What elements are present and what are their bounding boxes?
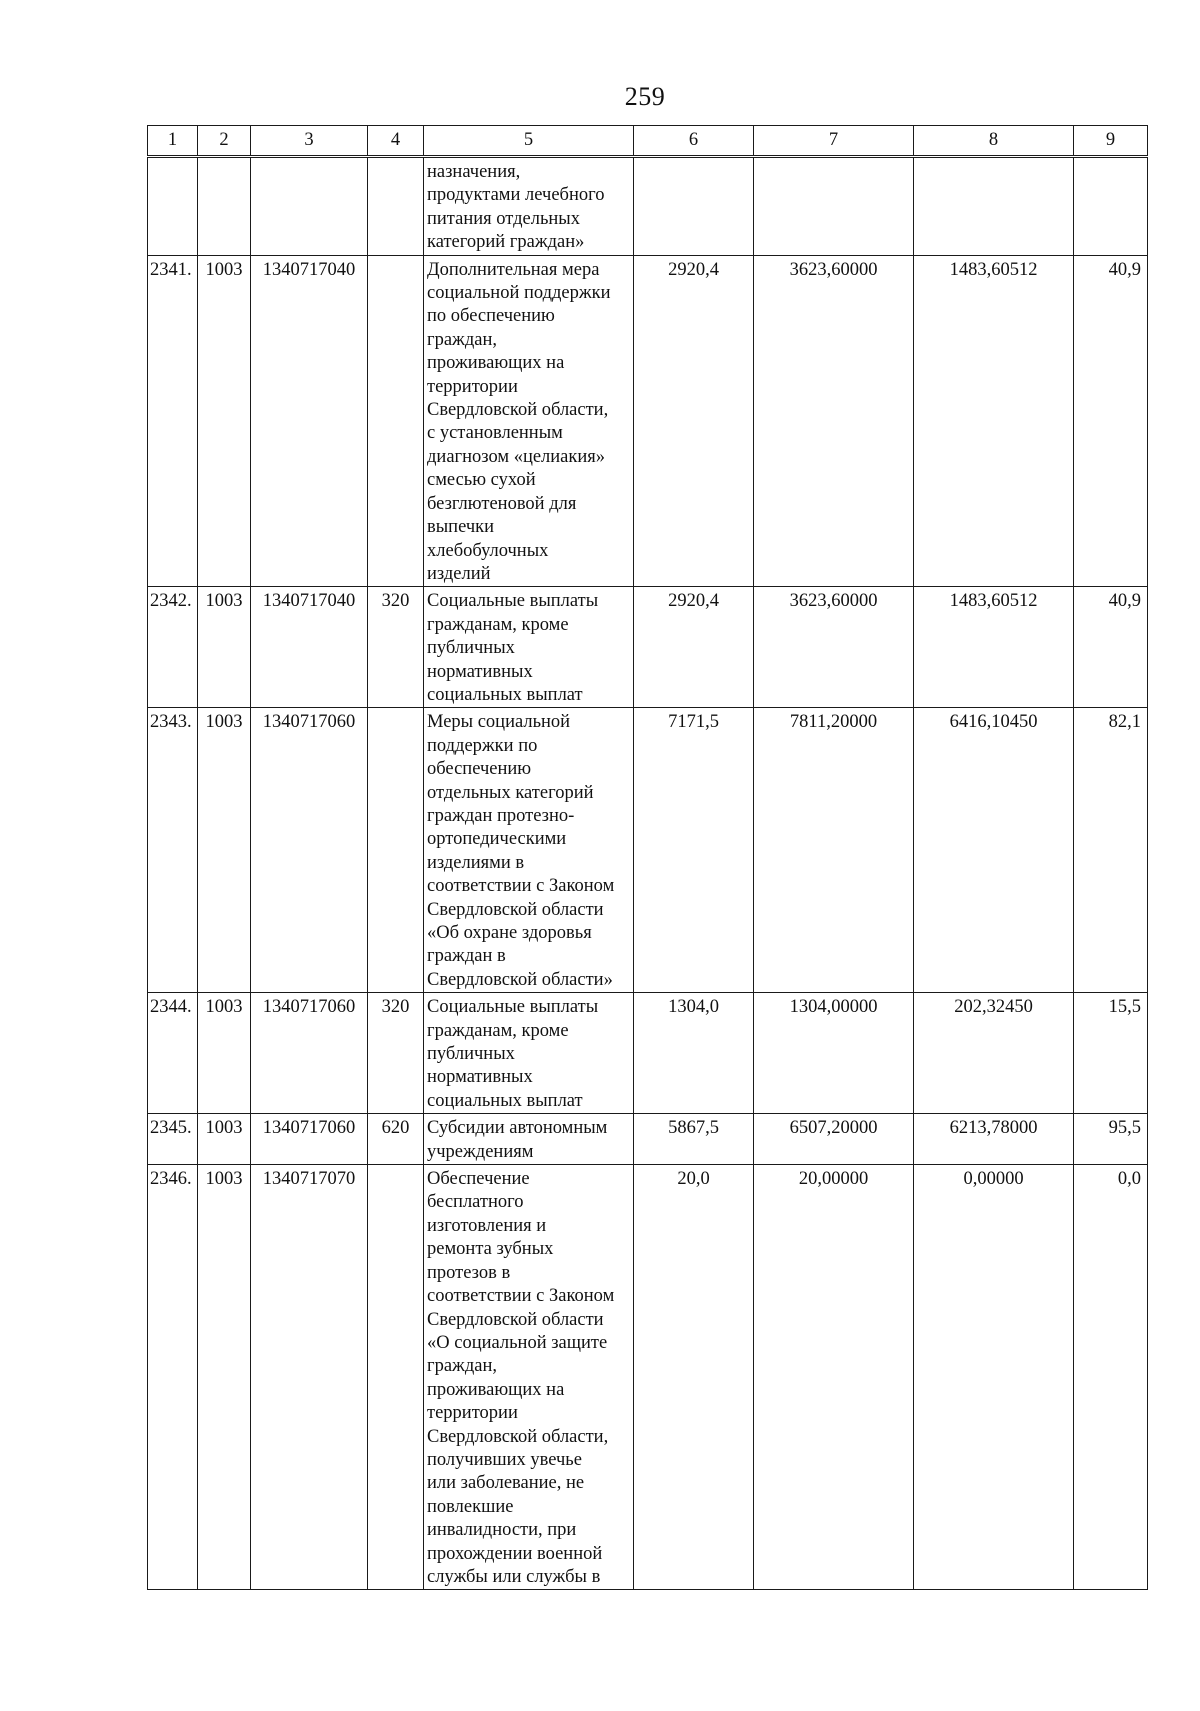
item-name-line: граждан, xyxy=(427,1356,497,1377)
planned-amount: 5867,5 xyxy=(634,1114,754,1165)
item-name-line: изготовления и xyxy=(427,1215,547,1236)
item-name-line: поддержки по xyxy=(427,735,538,756)
expense-type-code: 320 xyxy=(368,587,424,708)
target-article-code: 1340717060 xyxy=(251,1114,368,1165)
item-name-line: изделиями в xyxy=(427,852,525,873)
execution-percent: 0,0 xyxy=(1074,1165,1148,1590)
item-name xyxy=(424,587,634,708)
item-name-line: безглютеновой для xyxy=(427,493,577,514)
item-name-line: социальных выплат xyxy=(427,684,583,705)
item-name-line: Обеспечение xyxy=(427,1169,530,1190)
item-name xyxy=(424,993,634,1114)
planned-amount: 7171,5 xyxy=(634,708,754,993)
item-name-line: Социальные выплаты xyxy=(427,591,599,612)
item-name-line: ремонта зубных xyxy=(427,1239,554,1260)
item-name-line: гражданам, кроме xyxy=(427,614,569,635)
item-name-line: соответствии с Законом xyxy=(427,1286,615,1307)
table-row xyxy=(148,993,1148,1114)
item-name xyxy=(424,708,634,993)
planned-amount: 20,0 xyxy=(634,1165,754,1590)
item-name-line: ортопедическими xyxy=(427,829,567,850)
execution-percent: 40,9 xyxy=(1074,587,1148,708)
budget-table xyxy=(147,125,1148,1590)
executed-amount: 0,00000 xyxy=(914,1165,1074,1590)
planned-amount xyxy=(634,157,754,256)
approved-amount: 7811,20000 xyxy=(754,708,914,993)
item-name-line: или заболевание, не xyxy=(427,1473,585,1494)
row-number: 2343. xyxy=(148,708,198,993)
planned-amount: 2920,4 xyxy=(634,255,754,587)
section-code: 1003 xyxy=(198,1165,251,1590)
execution-percent: 82,1 xyxy=(1074,708,1148,993)
item-name-line: нормативных xyxy=(427,1067,533,1088)
item-name-line: протезов в xyxy=(427,1262,511,1283)
section-code: 1003 xyxy=(198,708,251,993)
planned-amount: 2920,4 xyxy=(634,587,754,708)
item-name-line: соответствии с Законом xyxy=(427,876,615,897)
item-name-line: хлебобулочных xyxy=(427,540,549,561)
page-number: 259 xyxy=(624,82,666,111)
execution-percent: 40,9 xyxy=(1074,255,1148,587)
item-name-line: смесью сухой xyxy=(427,470,536,491)
table-row xyxy=(148,708,1148,993)
section-code: 1003 xyxy=(198,1114,251,1165)
item-name-line: Субсидии автономным xyxy=(427,1118,608,1139)
executed-amount: 202,32450 xyxy=(914,993,1074,1114)
row-number: 2341. xyxy=(148,255,198,587)
expense-type-code xyxy=(368,157,424,256)
approved-amount: 1304,00000 xyxy=(754,993,914,1114)
approved-amount xyxy=(754,157,914,256)
executed-amount: 6416,10450 xyxy=(914,708,1074,993)
item-name-line: публичных xyxy=(427,1044,515,1065)
item-name-line: Дополнительная мера xyxy=(427,259,600,280)
approved-amount: 6507,20000 xyxy=(754,1114,914,1165)
item-name-line: назначения, xyxy=(427,162,521,182)
expense-type-code: 320 xyxy=(368,993,424,1114)
column-header: 3 xyxy=(251,126,368,157)
item-name xyxy=(424,157,634,256)
item-name-line: службы или службы в xyxy=(427,1566,601,1587)
item-name-line: проживающих на xyxy=(427,353,565,374)
item-name-line: социальных выплат xyxy=(427,1090,583,1111)
item-name-line: граждан протезно- xyxy=(427,805,575,826)
section-code: 1003 xyxy=(198,587,251,708)
column-header: 9 xyxy=(1074,126,1148,157)
item-name-line: территории xyxy=(427,1403,518,1424)
item-name-line: Меры социальной xyxy=(427,712,571,733)
item-name-line: питания отдельных xyxy=(427,208,580,229)
item-name-line: граждан, xyxy=(427,329,497,350)
row-number xyxy=(148,157,198,256)
column-header: 4 xyxy=(368,126,424,157)
row-number: 2345. xyxy=(148,1114,198,1165)
item-name xyxy=(424,1114,634,1165)
executed-amount: 1483,60512 xyxy=(914,255,1074,587)
column-header: 1 xyxy=(148,126,198,157)
expense-type-code xyxy=(368,708,424,993)
target-article-code: 1340717040 xyxy=(251,255,368,587)
approved-amount: 3623,60000 xyxy=(754,587,914,708)
target-article-code: 1340717060 xyxy=(251,993,368,1114)
item-name-line: изделий xyxy=(427,563,491,584)
item-name-line: обеспечению xyxy=(427,759,532,780)
row-number: 2342. xyxy=(148,587,198,708)
item-name-line: публичных xyxy=(427,638,515,659)
item-name-line: «О социальной защите xyxy=(427,1332,608,1353)
expense-type-code xyxy=(368,1165,424,1590)
execution-percent xyxy=(1074,157,1148,256)
section-code xyxy=(198,157,251,256)
expense-type-code: 620 xyxy=(368,1114,424,1165)
item-name-line: Свердловской области xyxy=(427,899,604,920)
item-name xyxy=(424,255,634,587)
table-row xyxy=(148,255,1148,587)
item-name-line: продуктами лечебного xyxy=(427,185,605,206)
item-name-line: социальной поддержки xyxy=(427,283,611,304)
table-row xyxy=(148,1165,1148,1590)
row-number: 2344. xyxy=(148,993,198,1114)
table-row xyxy=(148,157,1148,256)
item-name-line: учреждениям xyxy=(427,1141,534,1162)
column-header: 7 xyxy=(754,126,914,157)
item-name-line: гражданам, кроме xyxy=(427,1020,569,1041)
approved-amount: 3623,60000 xyxy=(754,255,914,587)
executed-amount: 1483,60512 xyxy=(914,587,1074,708)
item-name-line: бесплатного xyxy=(427,1192,524,1213)
expense-type-code xyxy=(368,255,424,587)
planned-amount: 1304,0 xyxy=(634,993,754,1114)
row-number: 2346. xyxy=(148,1165,198,1590)
item-name-line: «Об охране здоровья xyxy=(427,923,592,943)
target-article-code: 1340717060 xyxy=(251,708,368,993)
execution-percent: 95,5 xyxy=(1074,1114,1148,1165)
target-article-code: 1340717040 xyxy=(251,587,368,708)
column-header: 8 xyxy=(914,126,1074,157)
item-name-line: Социальные выплаты xyxy=(427,997,599,1018)
item-name-line: с установленным xyxy=(427,423,563,444)
target-article-code: 1340717070 xyxy=(251,1165,368,1590)
column-header: 2 xyxy=(198,126,251,157)
item-name-line: категорий граждан» xyxy=(427,232,585,253)
execution-percent: 15,5 xyxy=(1074,993,1148,1114)
item-name-line: Свердловской области, xyxy=(427,400,609,421)
item-name-line: повлекшие xyxy=(427,1496,514,1517)
section-code: 1003 xyxy=(198,993,251,1114)
executed-amount xyxy=(914,157,1074,256)
item-name-line: диагнозом «целиакия» xyxy=(427,446,606,467)
item-name-line: отдельных категорий xyxy=(427,782,594,803)
item-name-line: получивших увечье xyxy=(427,1449,582,1470)
item-name-line: Свердловской области, xyxy=(427,1426,609,1447)
item-name-line: граждан в xyxy=(427,946,506,967)
item-name-line: нормативных xyxy=(427,661,533,682)
item-name-line: территории xyxy=(427,376,518,397)
item-name-line: проживающих на xyxy=(427,1379,565,1400)
item-name-line: по обеспечению xyxy=(427,306,555,327)
table-row xyxy=(148,1114,1148,1165)
item-name-line: прохождении военной xyxy=(427,1543,603,1564)
target-article-code xyxy=(251,157,368,256)
column-header: 5 xyxy=(424,126,634,157)
table-row xyxy=(148,587,1148,708)
item-name-line: Свердловской области xyxy=(427,1309,604,1330)
item-name xyxy=(424,1165,634,1590)
item-name-line: Свердловской области» xyxy=(427,969,613,990)
item-name-line: инвалидности, при xyxy=(427,1520,577,1541)
approved-amount: 20,00000 xyxy=(754,1165,914,1590)
executed-amount: 6213,78000 xyxy=(914,1114,1074,1165)
column-header: 6 xyxy=(634,126,754,157)
table-body xyxy=(148,157,1148,1590)
header-row xyxy=(148,126,1148,157)
section-code: 1003 xyxy=(198,255,251,587)
item-name-line: выпечки xyxy=(427,517,495,538)
